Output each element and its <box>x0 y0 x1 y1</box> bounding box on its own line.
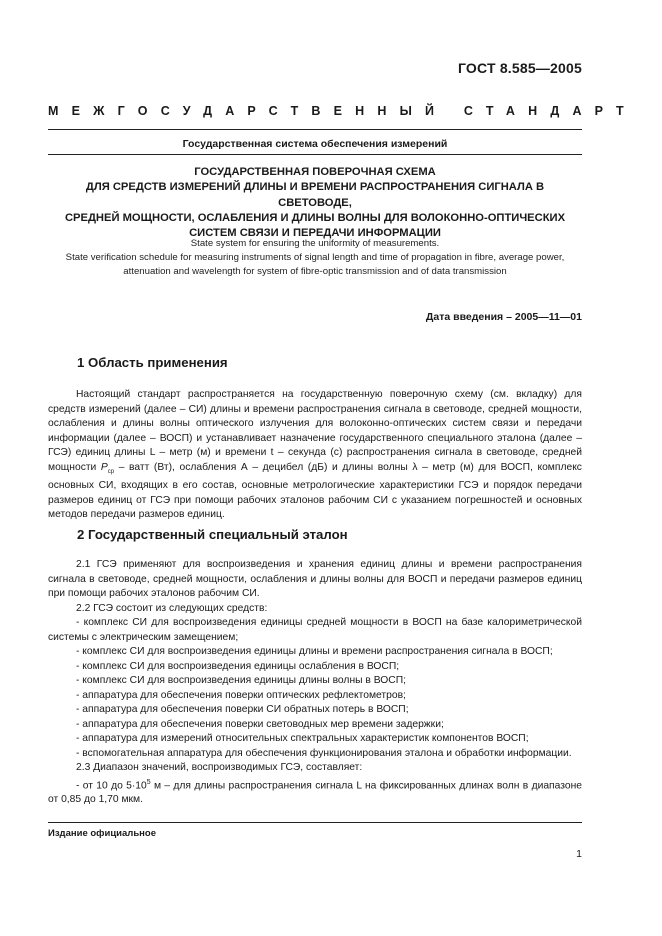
main-title: ГОСУДАРСТВЕННАЯ ПОВЕРОЧНАЯ СХЕМА ДЛЯ СРЕДСТВ ИЗМЕРЕНИЙ ДЛИНЫ И ВРЕМЕНИ РАСПРОСТРАНЕНИЯ СИГНАЛА В СВЕТОВОДЕ, СРЕДНЕЙ МОЩНОСТИ, ОСЛАБЛЕНИЯ И ДЛИНЫ ВОЛНЫ ДЛЯ ВОЛОКОННО-ОПТИЧЕСКИХ СИСТЕМ СВЯЗИ И ПЕРЕДАЧИ ИНФОРМАЦИИ <box>64 166 566 240</box>
list-item: - аппаратура для обеспечения поверки оптических рефлектометров; <box>76 689 406 701</box>
list-item: - комплекс СИ для воспроизведения единицы длины волны в ВОСП; <box>76 675 406 686</box>
list-item: - комплекс СИ для воспроизведения единицы длины и времени распространения сигнала в ВОСП; <box>76 646 553 657</box>
english-title: State system for ensuring the uniformity of measurements. State verification schedule for measuring instruments of signal length and time of propagation in fibre, average power, attenuation and wavelength for system of fibre-optic transmission and of data transmission <box>65 238 565 277</box>
section-2-body <box>48 558 582 808</box>
range-exponent: 5 <box>146 778 151 786</box>
scope-text-part-2: – ватт (Вт), ослабления А – децибел (дБ) и длины волны λ – метр (м) для ВОСП, комплекс основных СИ, входящих в его состав, основные метрологические характеристики ГСЭ и порядок передачи размеров единиц от ГСЭ при помощи рабочих эталонов рабочим СИ с указанием погрешностей и основных методов передачи размеров единиц. <box>48 461 582 520</box>
list-item: - аппаратура для измерений относительных спектральных характеристик компонентов ВОСП; <box>76 733 529 744</box>
introduction-date: Дата введения – 2005—11—01 <box>425 311 582 323</box>
section-2-heading: 2 Государственный специальный эталон <box>77 527 348 542</box>
page-number: 1 <box>576 848 582 860</box>
clause-2-3: 2.3 Диапазон значений, воспроизводимых ГСЭ, составляет: <box>76 762 363 773</box>
list-item: - аппаратура для обеспечения поверки СИ обратных потерь в ВОСП; <box>76 704 409 715</box>
section-1-heading: 1 Область применения <box>77 355 228 370</box>
clause-2-1: 2.1 ГСЭ применяют для воспроизведения и хранения единиц длины и времени распространения сигнала в световоде, средней мощности, ослабления и длины волны для ВОСП и передачи размеров единиц при помощи рабочих эталонов рабочим СИ. <box>48 559 582 599</box>
interstate-standard-label: МЕЖГОСУДАРСТВЕННЫЙ СТАНДАРТ <box>48 104 637 118</box>
range-text-part-1: - от 10 до 5·10 <box>76 779 147 791</box>
system-title: Государственная система обеспечения измерений <box>182 138 448 150</box>
header-rule <box>48 129 582 130</box>
list-item: - комплекс СИ для воспроизведения единицы ослабления в ВОСП; <box>76 660 400 672</box>
title-rule <box>48 154 582 155</box>
list-item: - аппаратура для обеспечения поверки световодных мер времени задержки; <box>76 718 444 730</box>
range-text-part-2: м – для длины распространения сигнала L на фиксированных длинах волн в диапазоне от 0,85 до 1,70 мкм. <box>48 779 582 806</box>
range-item <box>48 776 582 808</box>
power-subscript: ср <box>107 468 115 475</box>
standard-number: ГОСТ 8.585—2005 <box>457 60 582 76</box>
scope-paragraph <box>48 388 582 523</box>
clause-2-2: 2.2 ГСЭ состоит из следующих средств: <box>76 602 268 614</box>
section-1-body <box>48 388 582 523</box>
power-symbol: P <box>100 461 108 473</box>
list-item: - комплекс СИ для воспроизведения единицы средней мощности в ВОСП на базе калориметрической системы с электрическим замещением; <box>48 617 582 643</box>
scope-text-part-1: Настоящий стандарт распространяется на государственную поверочную схему (см. вкладку) для средств измерений (далее – СИ) длины и времени распространения сигнала в световоде, средней мощности, ослабления и длины волны оптического излучения для волоконно-оптических систем связи и передачи информации (далее – ВОСП) и устанавливает назначение государственного специального эталона (далее – ГСЭ) единиц длины L – метр (м) и времени t – секунда (с) распространения сигнала в световоде, средней мощности <box>48 389 582 473</box>
official-edition-label: Издание официальное <box>48 828 156 839</box>
footer-rule <box>48 822 582 823</box>
list-item: - вспомогательная аппаратура для обеспечения функционирования эталона и обработки информации. <box>76 747 572 759</box>
